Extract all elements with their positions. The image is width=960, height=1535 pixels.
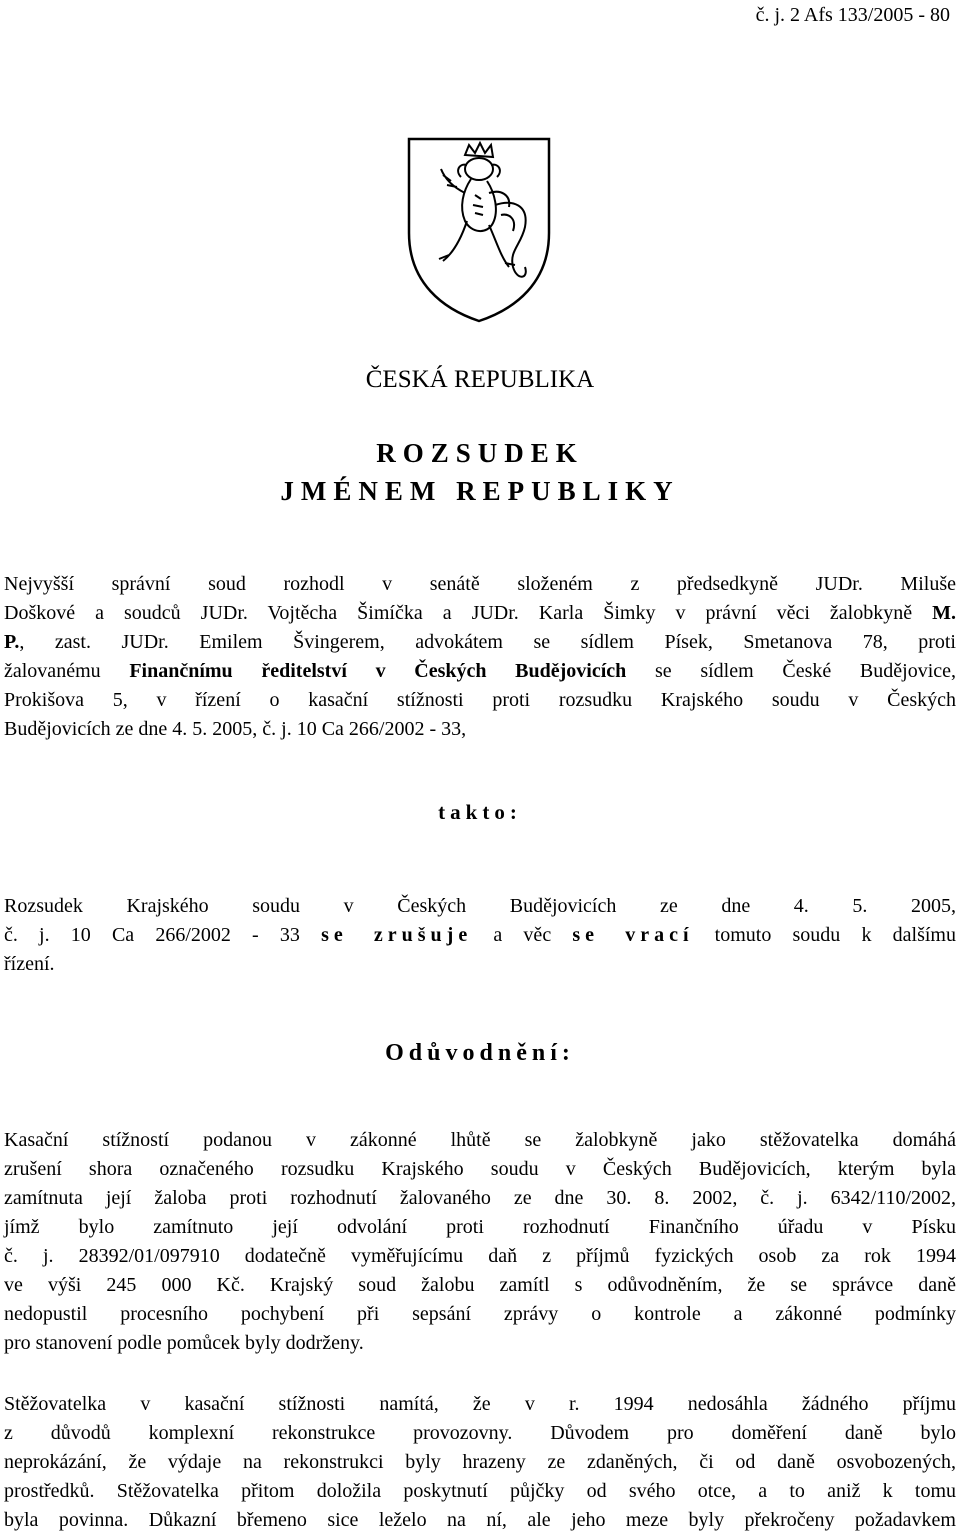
reasoning-line: z důvodů komplexní rekonstrukce provozovny. Důvodem pro doměření daně bylo	[4, 1422, 956, 1444]
annulled-phrase: se zrušuje	[321, 924, 473, 946]
czech-lion-coat-of-arms-icon	[405, 135, 553, 325]
state-title: ČESKÁ REPUBLIKA	[365, 366, 595, 393]
reasoning-line: nedopustil procesního pochybení při sepsání zprávy o kontrole a zákonné podmínky	[4, 1303, 956, 1325]
defendant-name: Finančnímu ředitelství v Českých Budějovicích	[129, 660, 627, 682]
verdict-title: ROZSUDEK	[376, 438, 584, 468]
verdict-line: Rozsudek Krajského soudu v Českých Budějovicích ze dne 4. 5. 2005,	[4, 895, 956, 917]
intro-line: Nejvyšší správní soud rozhodl v senátě složeném z předsedkyně JUDr. Miluše	[4, 573, 956, 595]
intro-line: žalovanému Finančnímu ředitelství v Českých Budějovicích se sídlem České Budějovice,	[4, 660, 956, 682]
verdict-paragraph	[4, 892, 956, 979]
intro-line: Prokišova 5, v řízení o kasační stížnosti proti rozsudku Krajského soudu v Českých	[4, 689, 956, 711]
plaintiff-initial: P.	[4, 631, 20, 653]
reasoning-line: ve výši 245 000 Kč. Krajský soud žalobu zamítl s odůvodněním, že se správce daně	[4, 1274, 956, 1296]
reasoning-paragraph-1	[4, 1126, 956, 1358]
verdict-line: řízení.	[4, 953, 55, 975]
reasoning-line: Kasační stížností podanou v zákonné lhůtě se žalobkyně jako stěžovatelka domáhá	[4, 1129, 956, 1151]
intro-line: Budějovicích ze dne 4. 5. 2005, č. j. 10 Ca 266/2002 - 33,	[4, 718, 467, 740]
reasoning-line: neprokázání, že výdaje na rekonstrukci byly hrazeny ze zdaněných, či od daně osvobozených,	[4, 1451, 956, 1473]
verdict-line: č. j. 10 Ca 266/2002 - 33 se zrušuje a věc se vrací tomuto soudu k dalšímu	[4, 924, 956, 946]
intro-line: P., zast. JUDr. Emilem Švingerem, advokátem se sídlem Písek, Smetanova 78, proti	[4, 631, 956, 653]
reasoning-heading: Odůvodnění:	[385, 1040, 575, 1066]
reasoning-line: zamítnuta její žaloba proti rozhodnutí žalovaného ze dne 30. 8. 2002, č. j. 6342/110/2002,	[4, 1187, 956, 1209]
case-reference: č. j. 2 Afs 133/2005 - 80	[755, 4, 950, 26]
returned-phrase: se vrací	[572, 924, 694, 946]
intro-line: Doškové a soudců JUDr. Vojtěcha Šimíčka a JUDr. Karla Šimky v právní věci žalobkyně M.	[4, 602, 956, 624]
reasoning-line: č. j. 28392/01/097910 dodatečně vyměřujícímu daň z příjmů fyzických osob za rok 1994	[4, 1245, 956, 1267]
reasoning-line: jímž bylo zamítnuto její odvolání proti rozhodnutí Finančního úřadu v Písku	[4, 1216, 956, 1238]
reasoning-line: pro stanovení podle pomůcek byly dodrženy.	[4, 1332, 364, 1354]
reasoning-line: byla povinna. Důkazní břemeno sice leželo na ní, ale jeho meze byly překročeny požadavkem	[4, 1509, 956, 1531]
intro-paragraph	[4, 570, 956, 744]
reasoning-paragraph-2	[4, 1390, 956, 1535]
takto-heading: takto:	[438, 800, 522, 824]
reasoning-line: prostředků. Stěžovatelka přitom doložila poskytnutí půjčky od svého otce, a to aniž k tomu	[4, 1480, 956, 1502]
reasoning-line: Stěžovatelka v kasační stížnosti namítá, že v r. 1994 nedosáhla žádného příjmu	[4, 1393, 956, 1415]
reasoning-line: zrušení shora označeného rozsudku Krajského soudu v Českých Budějovicích, kterým byla	[4, 1158, 956, 1180]
plaintiff-initial: M.	[932, 602, 956, 624]
in-name-of-republic: JMÉNEM REPUBLIKY	[280, 476, 680, 506]
